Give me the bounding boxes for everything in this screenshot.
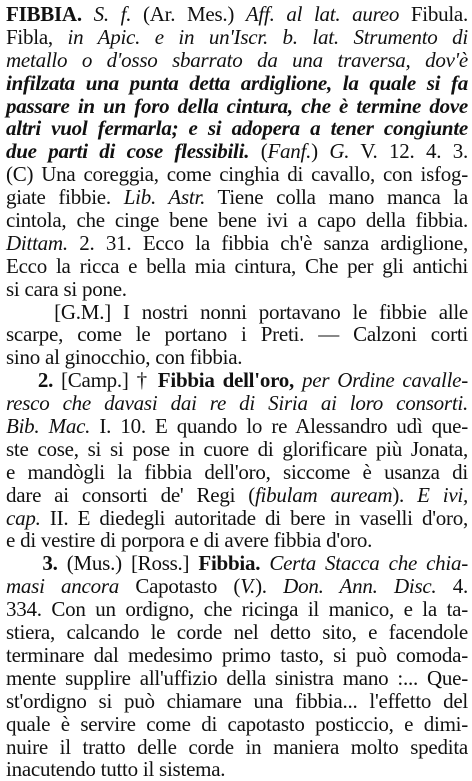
- text-segment: (: [249, 139, 268, 164]
- text-line: [6, 278, 468, 301]
- text-segment: 334. Con un ordigno, che ricinga il manico, e la ta-: [6, 597, 468, 622]
- text-segment: altri vuol fermarla; e si adopera a tener congiunte: [6, 116, 468, 141]
- text-segment: inacutendo tutto il sistema.: [6, 757, 226, 781]
- text-segment: dare ai consorti de' Regi (: [6, 482, 255, 507]
- text-segment: ): [311, 139, 330, 164]
- text-segment: terminare dal medesimo primo tasto, si può comoda-: [6, 642, 468, 667]
- text-line: [6, 3, 468, 26]
- text-segment: nuire il tratto delle corde in maniera molto spedita: [6, 734, 468, 759]
- text-segment: 2. 31. Ecco la fibbia ch'è sanza ardiglione,: [67, 230, 468, 255]
- text-line: [6, 575, 468, 598]
- text-line: [6, 117, 468, 140]
- text-segment: quale è servire come di capotasto posticcio, e dimi-: [6, 711, 468, 736]
- text-segment: (Mus.) [Ross.]: [57, 551, 199, 576]
- text-line: [6, 713, 468, 736]
- text-segment: [6, 368, 38, 392]
- text-line: [6, 507, 468, 530]
- text-line: [6, 346, 468, 369]
- text-segment: scarpe, come le portano i Preti. — Calzoni corti: [6, 322, 468, 347]
- text-segment: Certa Stacca che chia-: [269, 551, 469, 576]
- text-segment: [260, 551, 269, 575]
- text-line: [6, 72, 468, 95]
- text-line: [6, 369, 468, 392]
- text-line: [6, 621, 468, 644]
- text-segment: si cara si pone.: [6, 276, 127, 301]
- text-segment: mente supplire all'uffizio della sinistra mano :... Que-: [6, 665, 468, 690]
- text-segment: Lib. Astr.: [123, 185, 206, 210]
- text-segment: sino al ginocchio, con fibbia.: [6, 345, 243, 370]
- headword: FIBBIA.: [6, 2, 82, 26]
- text-segment: st'ordigno si può chiamare una fibbia... l'effetto del: [6, 688, 468, 713]
- text-segment: due parti di cose flessibili.: [6, 139, 250, 164]
- text-line: [6, 415, 468, 438]
- text-segment: cap.: [6, 505, 41, 530]
- text-segment: V.: [240, 574, 256, 599]
- text-segment: [82, 2, 94, 26]
- text-segment: resco che davasi dai re di Siria ai loro consorti.: [6, 391, 468, 416]
- text-line: [6, 323, 468, 346]
- text-line: [6, 736, 468, 759]
- text-segment: [6, 551, 42, 575]
- text-segment: passare in un foro della cintura, che è termine dove: [6, 93, 468, 118]
- text-segment: Aff. al lat. aureo: [245, 2, 400, 26]
- text-segment: fibulam auream: [254, 482, 393, 507]
- text-line: [6, 461, 468, 484]
- text-segment: V. 12. 4. 3.: [349, 139, 468, 164]
- text-segment: 4.: [436, 574, 469, 599]
- text-segment: Fibbia dell'oro,: [157, 368, 295, 393]
- text-segment: masi ancora: [6, 574, 120, 599]
- text-line: [6, 598, 468, 621]
- text-segment: S. f.: [93, 2, 132, 26]
- text-line: [6, 26, 468, 49]
- text-line: [6, 644, 468, 667]
- text-segment: (C) Una coreggia, come cinghia di cavallo, con isfog-: [6, 162, 468, 187]
- dictionary-entry: [6, 3, 468, 781]
- text-segment: [Camp.] †: [53, 368, 158, 393]
- text-segment: Capotasto (: [119, 574, 241, 599]
- text-line: [6, 438, 468, 461]
- text-segment: e di vestire di porpora e di avere fibbia d'oro.: [6, 528, 373, 553]
- text-segment: cintola, che cinge bene bene ivi a capo della fibbia.: [6, 208, 468, 233]
- text-segment: ste cose, si si pose in cuore di glorificare più Jonata,: [6, 436, 468, 461]
- text-segment: ).: [392, 482, 418, 507]
- text-segment: [G.M.] I nostri nonni portavano le fibbie alle: [6, 299, 468, 324]
- text-line: [6, 690, 468, 713]
- text-segment: in Apic. e in un'Iscr. b. lat. Strumento di: [67, 24, 469, 49]
- text-segment: Fibula.: [399, 2, 468, 26]
- text-line: [6, 758, 468, 781]
- text-line: [6, 255, 468, 278]
- text-segment: Bib. Mac.: [6, 414, 91, 439]
- text-segment: metallo o d'osso sbarrato da una traversa, dov'è: [6, 47, 468, 72]
- text-segment: per Ordine cavalle-: [302, 368, 468, 393]
- text-segment: giate fibbie.: [6, 185, 124, 210]
- text-segment: Fanf.: [267, 139, 312, 164]
- text-segment: II. E diedegli autoritade di bere in vaselli d'oro,: [40, 505, 468, 530]
- text-segment: Fibla,: [6, 24, 68, 49]
- text-line: [6, 484, 468, 507]
- text-segment: 3.: [42, 551, 58, 576]
- text-line: [6, 667, 468, 690]
- text-line: [6, 529, 468, 552]
- text-segment: 2.: [37, 368, 54, 393]
- text-segment: I. 10. E quando lo re Alessandro udì que-: [90, 414, 468, 439]
- text-segment: [294, 368, 302, 392]
- text-segment: infilzata una punta detta ardiglione, la quale si fa: [6, 70, 468, 95]
- text-segment: Dittam.: [6, 230, 68, 255]
- text-line: [6, 552, 468, 575]
- text-segment: Fibbia.: [198, 551, 261, 576]
- text-segment: (Ar. Mes.): [131, 2, 246, 26]
- text-segment: E ivi,: [417, 482, 468, 507]
- text-segment: Ecco la ricca e bella mia cintura, Che per gli antichi: [6, 253, 468, 278]
- text-segment: Tiene colla mano manca la: [205, 185, 469, 210]
- text-segment: e mandògli la fibbia dell'oro, siccome è usanza di: [6, 459, 468, 484]
- text-segment: Don. Ann. Disc.: [283, 574, 437, 599]
- text-line: [6, 232, 468, 255]
- text-segment: G.: [329, 139, 350, 164]
- text-line: [6, 209, 468, 232]
- text-line: [6, 140, 468, 163]
- text-segment: ).: [255, 574, 284, 599]
- text-line: [6, 163, 468, 186]
- text-line: [6, 392, 468, 415]
- text-line: [6, 301, 468, 324]
- text-line: [6, 49, 468, 72]
- text-segment: stiera, calcando le corde nel detto sito, e facendole: [6, 620, 468, 645]
- text-line: [6, 95, 468, 118]
- text-line: [6, 186, 468, 209]
